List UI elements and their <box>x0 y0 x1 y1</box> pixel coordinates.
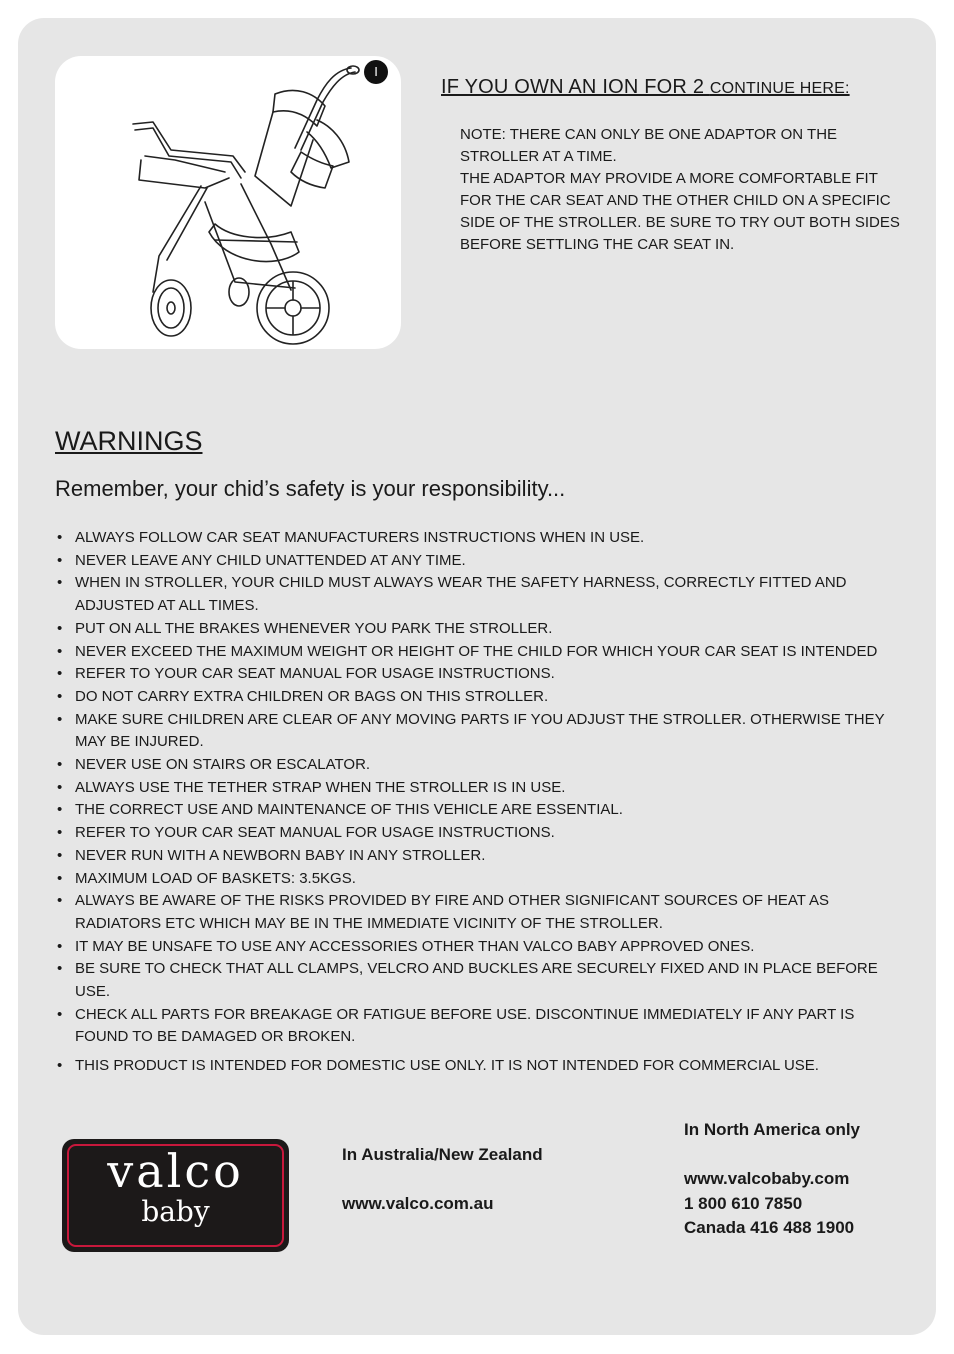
spacer <box>342 1168 543 1193</box>
contact-na <box>684 1118 860 1241</box>
warning-item: • REFER TO YOUR CAR SEAT MANUAL FOR USAGE INSTRUCTIONS. <box>57 822 907 845</box>
ion-note-line: NOTE: THERE CAN ONLY BE ONE ADAPTOR ON THE STROLLER AT A TIME. <box>460 126 838 165</box>
contact-na-region: In North America only <box>684 1120 861 1139</box>
stroller-illustration-frame <box>55 56 401 349</box>
warning-item: • MAXIMUM LOAD OF BASKETS: 3.5KGS. <box>57 868 907 891</box>
na-website-link[interactable]: www.valcobaby.com <box>684 1169 850 1188</box>
warnings-title: WARNINGS <box>55 426 203 456</box>
warning-item: • THIS PRODUCT IS INTENDED FOR DOMESTIC USE ONLY. IT IS NOT INTENDED FOR COMMERCIAL USE. <box>57 1055 907 1078</box>
au-website-link[interactable]: www.valco.com.au <box>342 1194 494 1213</box>
warning-item: • REFER TO YOUR CAR SEAT MANUAL FOR USAGE INSTRUCTIONS. <box>57 663 907 686</box>
logo-subword: baby <box>141 1195 210 1228</box>
contact-au-region: In Australia/New Zealand <box>342 1145 543 1164</box>
warning-item: • BE SURE TO CHECK THAT ALL CLAMPS, VELCRO AND BUCKLES ARE SECURELY FIXED AND IN PLACE BEFORE USE. <box>57 958 907 1003</box>
warning-item: • MAKE SURE CHILDREN ARE CLEAR OF ANY MOVING PARTS IF YOU ADJUST THE STROLLER. OTHERWISE THEY MAY BE INJURED. <box>57 709 907 754</box>
ion-note-text <box>460 124 900 256</box>
warning-item: • ALWAYS FOLLOW CAR SEAT MANUFACTURERS INSTRUCTIONS WHEN IN USE. <box>57 527 907 550</box>
warning-item: • NEVER LEAVE ANY CHILD UNATTENDED AT ANY TIME. <box>57 550 907 573</box>
ion-heading-sub: CONTINUE HERE: <box>709 80 850 97</box>
spacer <box>684 1143 860 1168</box>
warning-item: • ALWAYS BE AWARE OF THE RISKS PROVIDED BY FIRE AND OTHER SIGNIFICANT SOURCES OF HEAT AS RADIATORS ETC WHICH MAY BE IN THE IMMEDIATE VICINITY OF THE STROLLER. <box>57 890 907 935</box>
warning-item: • ALWAYS USE THE TETHER STRAP WHEN THE STROLLER IS IN USE. <box>57 777 907 800</box>
contact-au <box>342 1143 543 1217</box>
warning-item: • PUT ON ALL THE BRAKES WHENEVER YOU PARK THE STROLLER. <box>57 618 907 641</box>
valco-baby-logo <box>62 1139 289 1252</box>
warning-item: • NEVER RUN WITH A NEWBORN BABY IN ANY STROLLER. <box>57 845 907 868</box>
warning-item: • CHECK ALL PARTS FOR BREAKAGE OR FATIGUE BEFORE USE. DISCONTINUE IMMEDIATELY IF ANY PART IS FOUND TO BE DAMAGED OR BROKEN. <box>57 1004 907 1049</box>
warnings-subtitle: Remember, your chid’s safety is your responsibility... <box>55 476 566 501</box>
warning-item: • IT MAY BE UNSAFE TO USE ANY ACCESSORIES OTHER THAN VALCO BABY APPROVED ONES. <box>57 936 907 959</box>
warning-item: • THE CORRECT USE AND MAINTENANCE OF THIS VEHICLE ARE ESSENTIAL. <box>57 799 907 822</box>
logo-wordmark: valco <box>107 1144 244 1198</box>
warning-item: • DO NOT CARRY EXTRA CHILDREN OR BAGS ON THIS STROLLER. <box>57 686 907 709</box>
ion-for-2-heading <box>441 76 850 99</box>
warning-item: • NEVER USE ON STAIRS OR ESCALATOR. <box>57 754 907 777</box>
stroller-with-car-seat-adaptor-icon <box>55 56 401 349</box>
warning-item: • WHEN IN STROLLER, YOUR CHILD MUST ALWAYS WEAR THE SAFETY HARNESS, CORRECTLY FITTED AND ADJUSTED AT ALL TIMES. <box>57 572 907 617</box>
ion-note-line: THE ADAPTOR MAY PROVIDE A MORE COMFORTABLE FIT FOR THE CAR SEAT AND THE OTHER CHILD ON A SPECIFIC SIDE OF THE STROLLER. BE SURE TO TRY OUT BOTH SIDES BEFORE SETTLING THE CAR SEAT IN. <box>460 170 900 253</box>
warnings-list <box>57 527 907 1078</box>
ion-heading-main: IF YOU OWN AN ION FOR 2 <box>441 76 710 98</box>
warning-item: • NEVER EXCEED THE MAXIMUM WEIGHT OR HEIGHT OF THE CHILD FOR WHICH YOUR CAR SEAT IS INTENDED <box>57 641 907 664</box>
na-phone: 1 800 610 7850 <box>684 1193 803 1213</box>
canada-phone: Canada 416 488 1900 <box>684 1218 855 1237</box>
step-label-badge: I <box>364 60 388 84</box>
